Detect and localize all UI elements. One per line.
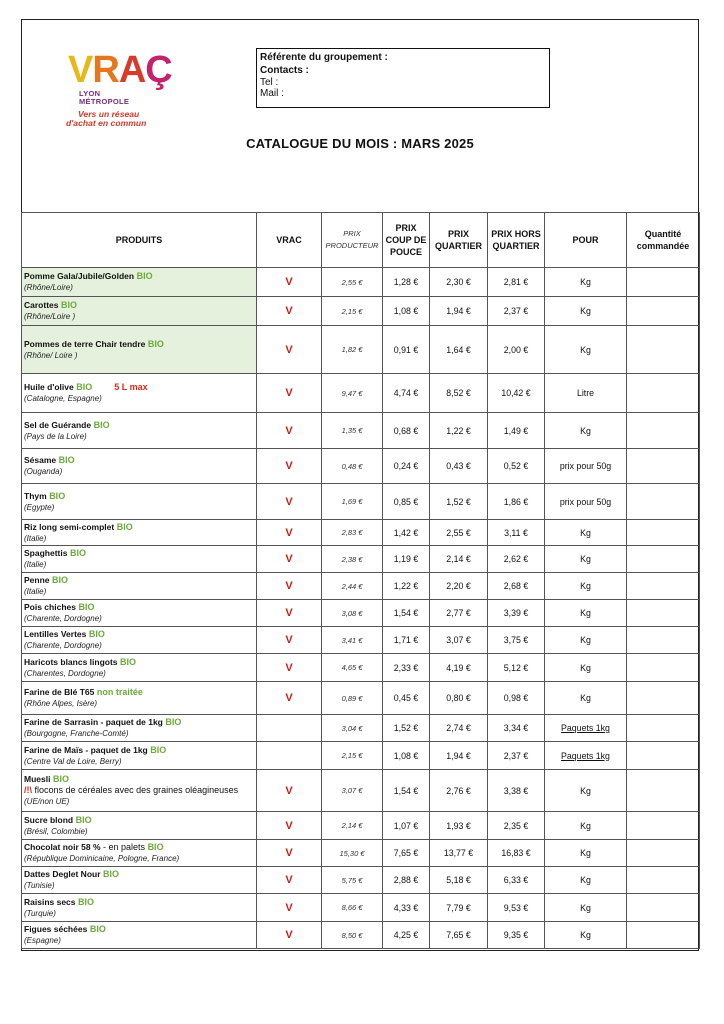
product-origin: (Pays de la Loire) xyxy=(24,431,87,441)
prix-quartier-cell: 4,19 € xyxy=(430,654,488,682)
bio-label: BIO xyxy=(147,338,164,349)
prix-coup-de-pouce-cell: 0,68 € xyxy=(383,413,430,449)
prix-quartier-cell: 1,93 € xyxy=(430,812,488,840)
prix-hors-quartier-cell: 2,62 € xyxy=(488,546,545,573)
product-origin: (Egypte) xyxy=(24,502,55,512)
prix-producteur-cell: 4,65 € xyxy=(322,654,383,682)
table-row xyxy=(22,840,700,867)
prix-coup-de-pouce-cell: 1,54 € xyxy=(383,770,430,812)
prix-hors-quartier-cell: 6,33 € xyxy=(488,867,545,894)
product-description: flocons de céréales avec des graines oléagineuses xyxy=(34,785,239,795)
product-origin: (Turquie) xyxy=(24,908,56,918)
product-cell xyxy=(22,600,257,627)
product-origin: (Italie) xyxy=(24,533,47,543)
prix-coup-de-pouce-cell: 2,88 € xyxy=(383,867,430,894)
prix-producteur-cell: 8,50 € xyxy=(322,922,383,949)
quantite-input-cell[interactable] xyxy=(627,520,700,546)
prix-coup-de-pouce-cell: 4,25 € xyxy=(383,922,430,949)
prix-producteur-cell: 2,15 € xyxy=(322,742,383,770)
vrac-mark: V xyxy=(257,600,322,627)
product-name: Sel de Guérande xyxy=(24,419,92,430)
prix-producteur-cell: 2,44 € xyxy=(322,573,383,600)
product-cell xyxy=(22,374,257,413)
product-origin: (Italie) xyxy=(24,587,47,596)
table-row xyxy=(22,715,700,742)
product-origin: (Rhône/ Loire ) xyxy=(24,350,78,360)
prix-quartier-cell: 1,94 € xyxy=(430,297,488,326)
prix-coup-de-pouce-cell: 7,65 € xyxy=(383,840,430,867)
prix-hors-quartier-cell: 2,37 € xyxy=(488,742,545,770)
product-origin: (Italie) xyxy=(24,560,47,569)
vrac-mark: V xyxy=(257,573,322,600)
product-name: Penne xyxy=(24,575,50,585)
prix-producteur-cell: 2,15 € xyxy=(322,297,383,326)
prix-hors-quartier-cell: 3,39 € xyxy=(488,600,545,627)
prix-hors-quartier-cell: 3,34 € xyxy=(488,715,545,742)
product-name: Farine de Blé T65 xyxy=(24,687,95,697)
quantite-input-cell[interactable] xyxy=(627,715,700,742)
pour-cell: Kg xyxy=(545,682,627,715)
prix-hors-quartier-cell: 10,42 € xyxy=(488,374,545,413)
product-origin: (Charentes, Dordogne) xyxy=(24,668,106,678)
product-name: Spaghettis xyxy=(24,548,68,558)
table-row xyxy=(22,627,700,654)
product-name-detail: - en palets xyxy=(100,842,146,852)
prix-hors-quartier-cell: 3,38 € xyxy=(488,770,545,812)
mail-label: Mail : xyxy=(260,88,284,99)
bio-label: BIO xyxy=(165,717,182,727)
table-row xyxy=(22,546,700,573)
pour-cell: Kg xyxy=(545,840,627,867)
product-cell xyxy=(22,520,257,546)
vrac-mark: V xyxy=(257,867,322,894)
quantite-input-cell[interactable] xyxy=(627,326,700,374)
prix-quartier-cell: 2,20 € xyxy=(430,573,488,600)
table-row xyxy=(22,600,700,627)
product-origin: (Rhône/Loire) xyxy=(24,283,73,292)
prix-producteur-cell: 3,41 € xyxy=(322,627,383,654)
product-origin: (Ouganda) xyxy=(24,467,63,476)
product-cell xyxy=(22,326,257,374)
catalogue-table xyxy=(21,212,700,949)
prix-quartier-cell: 2,76 € xyxy=(430,770,488,812)
product-cell xyxy=(22,840,257,867)
product-origin: (Catalogne, Espagne) xyxy=(24,394,102,403)
prix-hors-quartier-cell: 16,83 € xyxy=(488,840,545,867)
bio-label: non traitée xyxy=(96,687,143,697)
header-prix-quartier: PRIX QUARTIER xyxy=(430,213,488,268)
prix-hors-quartier-cell: 2,68 € xyxy=(488,573,545,600)
bio-label: BIO xyxy=(78,896,95,907)
pour-cell: Kg xyxy=(545,867,627,894)
pour-cell: Kg xyxy=(545,546,627,573)
pour-cell: Kg xyxy=(545,297,627,326)
product-origin: (Brésil, Colombie) xyxy=(24,826,88,836)
table-row xyxy=(22,413,700,449)
contacts-label: Contacts : xyxy=(260,65,309,76)
prix-quartier-cell: 3,07 € xyxy=(430,627,488,654)
bio-label: BIO xyxy=(75,814,92,825)
prix-coup-de-pouce-cell: 4,74 € xyxy=(383,374,430,413)
product-name: Raisins secs xyxy=(24,896,76,907)
quantite-input-cell[interactable] xyxy=(627,812,700,840)
tel-label: Tel : xyxy=(260,77,279,88)
product-cell xyxy=(22,268,257,297)
pour-cell: Paquets 1kg xyxy=(545,715,627,742)
header-prix-coup-de-pouce: PRIX COUP DE POUCE xyxy=(383,213,430,268)
prix-quartier-cell: 8,52 € xyxy=(430,374,488,413)
prix-hors-quartier-cell: 5,12 € xyxy=(488,654,545,682)
prix-coup-de-pouce-cell: 0,45 € xyxy=(383,682,430,715)
prix-producteur-cell: 0,89 € xyxy=(322,682,383,715)
table-row xyxy=(22,922,700,949)
quantite-input-cell[interactable] xyxy=(627,573,700,600)
pour-cell: Paquets 1kg xyxy=(545,742,627,770)
bio-label: BIO xyxy=(52,774,69,784)
prix-quartier-cell: 7,65 € xyxy=(430,922,488,949)
product-name: Thym xyxy=(24,490,47,501)
warning-icon: /!\ xyxy=(24,785,32,795)
table-row xyxy=(22,326,700,374)
header-vrac: VRAC xyxy=(257,213,322,268)
prix-producteur-cell: 3,08 € xyxy=(322,600,383,627)
table-row xyxy=(22,742,700,770)
vrac-mark: V xyxy=(257,840,322,867)
table-row xyxy=(22,374,700,413)
prix-coup-de-pouce-cell: 4,33 € xyxy=(383,894,430,922)
table-row xyxy=(22,770,700,812)
product-cell xyxy=(22,682,257,715)
prix-producteur-cell: 1,35 € xyxy=(322,413,383,449)
product-cell xyxy=(22,922,257,949)
pour-cell: Litre xyxy=(545,374,627,413)
product-origin: (Rhône/Loire ) xyxy=(24,312,76,321)
bio-label: BIO xyxy=(116,521,133,532)
bio-label: BIO xyxy=(58,455,75,465)
prix-quartier-cell: 7,79 € xyxy=(430,894,488,922)
product-name: Pois chiches xyxy=(24,602,76,612)
vrac-mark: V xyxy=(257,770,322,812)
prix-hors-quartier-cell: 2,35 € xyxy=(488,812,545,840)
pour-cell: Kg xyxy=(545,770,627,812)
pour-cell: Kg xyxy=(545,894,627,922)
product-cell xyxy=(22,546,257,573)
product-name: Huile d'olive xyxy=(24,382,74,392)
pour-cell: Kg xyxy=(545,268,627,297)
product-cell xyxy=(22,715,257,742)
quantite-input-cell[interactable] xyxy=(627,894,700,922)
product-origin: (Rhône Alpes, Isère) xyxy=(24,699,98,708)
pour-cell: Kg xyxy=(545,600,627,627)
product-origin: (Bourgogne, Franche-Comté) xyxy=(24,729,129,738)
vrac-mark: V xyxy=(257,449,322,484)
table-row xyxy=(22,573,700,600)
product-cell xyxy=(22,297,257,326)
vrac-mark: V xyxy=(257,326,322,374)
prix-producteur-cell: 0,48 € xyxy=(322,449,383,484)
prix-hors-quartier-cell: 3,75 € xyxy=(488,627,545,654)
quantite-input-cell[interactable] xyxy=(627,546,700,573)
prix-quartier-cell: 13,77 € xyxy=(430,840,488,867)
prix-coup-de-pouce-cell: 0,85 € xyxy=(383,484,430,520)
product-origin: (Espagne) xyxy=(24,936,61,945)
logo-tagline: Vers un réseau d'achat en commun xyxy=(66,109,147,128)
prix-hors-quartier-cell: 2,00 € xyxy=(488,326,545,374)
prix-hors-quartier-cell: 0,98 € xyxy=(488,682,545,715)
quantite-input-cell[interactable] xyxy=(627,297,700,326)
bio-label: BIO xyxy=(49,490,66,501)
prix-coup-de-pouce-cell: 1,54 € xyxy=(383,600,430,627)
prix-hors-quartier-cell: 3,11 € xyxy=(488,520,545,546)
table-row xyxy=(22,449,700,484)
product-name: Farine de Sarrasin - paquet de 1kg xyxy=(24,717,163,727)
prix-quartier-cell: 1,52 € xyxy=(430,484,488,520)
bio-label: BIO xyxy=(93,419,110,430)
prix-coup-de-pouce-cell: 1,28 € xyxy=(383,268,430,297)
vrac-mark: V xyxy=(257,894,322,922)
product-name: Farine de Maïs - paquet de 1kg xyxy=(24,744,148,755)
prix-quartier-cell: 1,94 € xyxy=(430,742,488,770)
product-name: Lentilles Vertes xyxy=(24,629,87,639)
vrac-mark: V xyxy=(257,682,322,715)
prix-producteur-cell: 15,30 € xyxy=(322,840,383,867)
table-row xyxy=(22,812,700,840)
prix-producteur-cell: 1,69 € xyxy=(322,484,383,520)
prix-quartier-cell: 0,80 € xyxy=(430,682,488,715)
product-cell xyxy=(22,413,257,449)
product-name: Riz long semi-complet xyxy=(24,521,115,532)
prix-producteur-cell: 3,07 € xyxy=(322,770,383,812)
prix-producteur-cell: 8,66 € xyxy=(322,894,383,922)
logo-subtitle: LYON MÉTROPOLE xyxy=(79,89,130,106)
prix-quartier-cell: 2,55 € xyxy=(430,520,488,546)
prix-quartier-cell: 2,14 € xyxy=(430,546,488,573)
product-origin: (Charente, Dordogne) xyxy=(24,641,102,650)
prix-producteur-cell: 3,04 € xyxy=(322,715,383,742)
product-cell xyxy=(22,742,257,770)
vrac-mark: V xyxy=(257,812,322,840)
product-origin: (Tunisie) xyxy=(24,881,55,890)
product-origin: (République Dominicaine, Pologne, France) xyxy=(24,854,180,863)
quantite-input-cell[interactable] xyxy=(627,867,700,894)
product-cell xyxy=(22,627,257,654)
prix-coup-de-pouce-cell: 1,08 € xyxy=(383,297,430,326)
vrac-mark: V xyxy=(257,484,322,520)
quantite-input-cell[interactable] xyxy=(627,484,700,520)
product-name: Chocolat noir 58 % xyxy=(24,842,101,852)
pour-cell: Kg xyxy=(545,326,627,374)
logo-wordmark: VRAÇ xyxy=(68,49,172,91)
prix-hors-quartier-cell: 9,53 € xyxy=(488,894,545,922)
pour-cell: prix pour 50g xyxy=(545,449,627,484)
prix-coup-de-pouce-cell: 1,08 € xyxy=(383,742,430,770)
product-name: Figues séchées xyxy=(24,924,88,934)
vrac-mark: V xyxy=(257,297,322,326)
pour-cell: Kg xyxy=(545,520,627,546)
prix-quartier-cell: 2,74 € xyxy=(430,715,488,742)
product-origin: (Charente, Dordogne) xyxy=(24,614,102,623)
product-cell xyxy=(22,484,257,520)
product-name: Sésame xyxy=(24,455,57,465)
prix-coup-de-pouce-cell: 0,24 € xyxy=(383,449,430,484)
prix-hors-quartier-cell: 0,52 € xyxy=(488,449,545,484)
prix-quartier-cell: 5,18 € xyxy=(430,867,488,894)
prix-quartier-cell: 0,43 € xyxy=(430,449,488,484)
bio-label: BIO xyxy=(103,869,120,879)
prix-producteur-cell: 2,14 € xyxy=(322,812,383,840)
bio-label: BIO xyxy=(89,924,106,934)
quantite-input-cell[interactable] xyxy=(627,413,700,449)
product-name: Haricots blancs lingots xyxy=(24,656,118,667)
product-name: Pommes de terre Chair tendre xyxy=(24,338,146,349)
prix-quartier-cell: 2,30 € xyxy=(430,268,488,297)
vrac-mark: V xyxy=(257,413,322,449)
pour-cell: Kg xyxy=(545,654,627,682)
prix-producteur-cell: 1,82 € xyxy=(322,326,383,374)
prix-producteur-cell: 2,55 € xyxy=(322,268,383,297)
vrac-mark: V xyxy=(257,268,322,297)
quantite-input-cell[interactable] xyxy=(627,682,700,715)
vrac-mark: V xyxy=(257,546,322,573)
table-row xyxy=(22,682,700,715)
prix-coup-de-pouce-cell: 2,33 € xyxy=(383,654,430,682)
prix-coup-de-pouce-cell: 0,91 € xyxy=(383,326,430,374)
vrac-mark: V xyxy=(257,654,322,682)
product-name: Muesli xyxy=(24,774,51,784)
product-cell xyxy=(22,770,257,812)
pour-cell: Kg xyxy=(545,627,627,654)
quantite-input-cell[interactable] xyxy=(627,268,700,297)
quantite-input-cell[interactable] xyxy=(627,374,700,413)
prix-producteur-cell: 9,47 € xyxy=(322,374,383,413)
bio-label: BIO xyxy=(78,602,95,612)
quantite-input-cell[interactable] xyxy=(627,840,700,867)
bio-label: BIO xyxy=(76,382,93,392)
prix-coup-de-pouce-cell: 1,19 € xyxy=(383,546,430,573)
product-cell xyxy=(22,573,257,600)
prix-hors-quartier-cell: 9,35 € xyxy=(488,922,545,949)
table-row xyxy=(22,867,700,894)
prix-producteur-cell: 2,83 € xyxy=(322,520,383,546)
product-origin: (Centre Val de Loire, Berry) xyxy=(24,756,122,766)
referente-label: Référente du groupement : xyxy=(260,52,388,63)
prix-coup-de-pouce-cell: 1,71 € xyxy=(383,627,430,654)
pour-cell: Kg xyxy=(545,812,627,840)
prix-producteur-cell: 5,75 € xyxy=(322,867,383,894)
header-produits: PRODUITS xyxy=(22,213,257,268)
prix-quartier-cell: 1,22 € xyxy=(430,413,488,449)
prix-hors-quartier-cell: 2,37 € xyxy=(488,297,545,326)
vrac-mark xyxy=(257,742,322,770)
prix-quartier-cell: 1,64 € xyxy=(430,326,488,374)
prix-hors-quartier-cell: 1,49 € xyxy=(488,413,545,449)
pour-cell: Kg xyxy=(545,413,627,449)
bio-label: BIO xyxy=(69,548,86,558)
table-row xyxy=(22,894,700,922)
bio-label: BIO xyxy=(150,744,167,755)
bio-label: BIO xyxy=(147,842,164,852)
vrac-mark: V xyxy=(257,627,322,654)
quantite-input-cell[interactable] xyxy=(627,922,700,949)
product-cell xyxy=(22,449,257,484)
limit-label: 5 L max xyxy=(114,382,148,392)
pour-cell: Kg xyxy=(545,573,627,600)
bio-label: BIO xyxy=(136,271,153,281)
bio-label: BIO xyxy=(52,575,69,585)
vrac-logo xyxy=(68,50,178,130)
prix-quartier-cell: 2,77 € xyxy=(430,600,488,627)
contact-info-box xyxy=(256,48,550,108)
header-pour: POUR xyxy=(545,213,627,268)
table-row xyxy=(22,520,700,546)
header-quantite: Quantité commandée xyxy=(627,213,700,268)
header-prix-producteur: PRIX PRODUCTEUR xyxy=(322,213,383,268)
product-origin: (UE/non UE) xyxy=(24,797,70,806)
table-row xyxy=(22,268,700,297)
product-name: Sucre blond xyxy=(24,814,74,825)
vrac-mark: V xyxy=(257,374,322,413)
pour-cell: Kg xyxy=(545,922,627,949)
product-cell xyxy=(22,867,257,894)
prix-coup-de-pouce-cell: 1,07 € xyxy=(383,812,430,840)
quantite-input-cell[interactable] xyxy=(627,449,700,484)
prix-producteur-cell: 2,38 € xyxy=(322,546,383,573)
pour-cell: prix pour 50g xyxy=(545,484,627,520)
quantite-input-cell[interactable] xyxy=(627,770,700,812)
product-cell xyxy=(22,654,257,682)
prix-hors-quartier-cell: 2,81 € xyxy=(488,268,545,297)
product-name: Dattes Deglet Nour xyxy=(24,869,101,879)
product-cell xyxy=(22,894,257,922)
table-header-row xyxy=(22,213,700,268)
bio-label: BIO xyxy=(88,629,105,639)
table-row xyxy=(22,654,700,682)
prix-coup-de-pouce-cell: 1,22 € xyxy=(383,573,430,600)
product-name: Carottes xyxy=(24,300,59,310)
vrac-mark: V xyxy=(257,922,322,949)
prix-hors-quartier-cell: 1,86 € xyxy=(488,484,545,520)
table-row xyxy=(22,297,700,326)
table-row xyxy=(22,484,700,520)
bio-label: BIO xyxy=(120,656,137,667)
catalogue-title: CATALOGUE DU MOIS : MARS 2025 xyxy=(246,136,474,151)
quantite-input-cell[interactable] xyxy=(627,742,700,770)
quantite-input-cell[interactable] xyxy=(627,600,700,627)
vrac-mark: V xyxy=(257,520,322,546)
header-prix-hors-quartier: PRIX HORS QUARTIER xyxy=(488,213,545,268)
bio-label: BIO xyxy=(61,300,78,310)
product-cell xyxy=(22,812,257,840)
quantite-input-cell[interactable] xyxy=(627,627,700,654)
prix-coup-de-pouce-cell: 1,52 € xyxy=(383,715,430,742)
quantite-input-cell[interactable] xyxy=(627,654,700,682)
vrac-mark xyxy=(257,715,322,742)
prix-coup-de-pouce-cell: 1,42 € xyxy=(383,520,430,546)
product-name: Pomme Gala/Jubile/Golden xyxy=(24,271,135,281)
